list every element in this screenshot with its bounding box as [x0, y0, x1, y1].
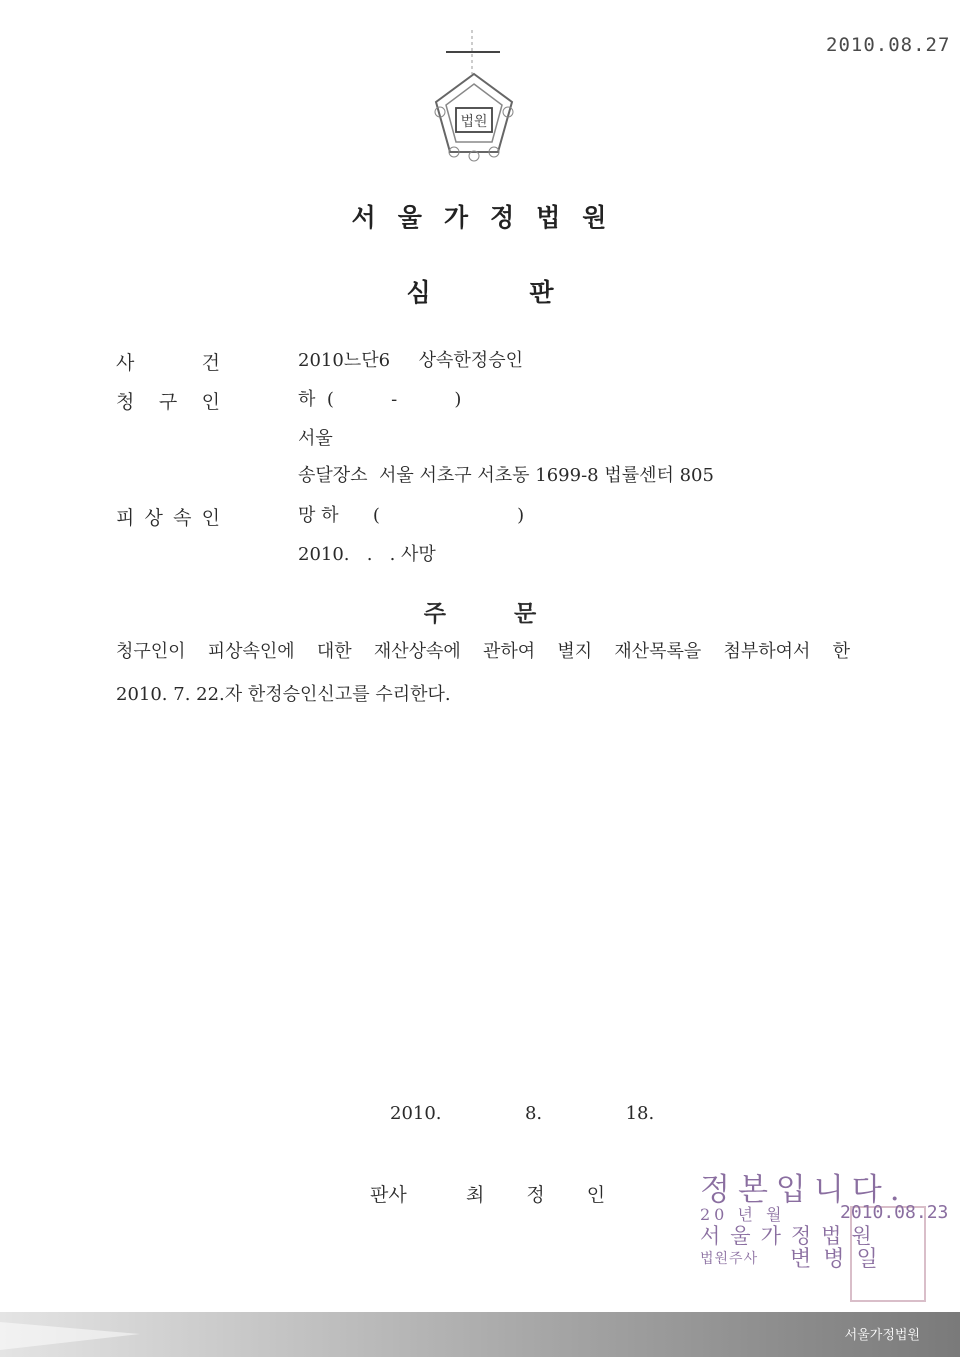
received-date-stamp: 2010.08.27 [826, 34, 951, 56]
footer-band [0, 1312, 960, 1357]
certification-court-name: 서울가정법원 [700, 1224, 882, 1248]
service-address: 송달장소 서울 서초구 서초동 1699-8 법률센터 805 [298, 465, 714, 486]
claimant-address: 서울 [298, 428, 333, 449]
certification-date-template: 20 년 월 [700, 1205, 786, 1224]
decision-date: 2010. 8. 18. [390, 1103, 655, 1124]
decedent-label: 피 상 속 인 [116, 507, 220, 529]
case-label-char-1: 사 [116, 352, 135, 374]
case-label-char-2: 건 [201, 352, 220, 374]
certified-copy-stamp [694, 1164, 949, 1314]
order-heading: 주 문 [423, 601, 537, 627]
claimant-label: 청 구 인 [116, 391, 220, 413]
svg-text:법원: 법원 [460, 114, 488, 130]
decedent-death: 2010. . . 사망 [298, 544, 436, 565]
court-name-title: 서울가정법원 [351, 203, 629, 232]
case-label [116, 348, 220, 375]
document-type-title: 심 판 [406, 278, 554, 307]
footer-court-name: 서울가정법원 [844, 1328, 920, 1343]
judge-title: 판사 [370, 1184, 407, 1206]
decedent-name: 망 하 ( ) [298, 505, 525, 526]
case-number: 2010느단6 상속한정승인 [298, 350, 523, 371]
claimant-name: 하 ( - ) [298, 389, 462, 410]
order-text-line-2: 2010. 7. 22.자 한정승인신고를 수리한다. [116, 684, 451, 705]
court-emblem-icon [424, 28, 524, 168]
certification-clerk-name: 변병일 [790, 1247, 890, 1272]
certification-clerk-title: 법원주사 [700, 1251, 759, 1267]
certified-copy-text: 정본입니다. [700, 1172, 908, 1208]
judge-name: 최 정 인 [466, 1184, 606, 1206]
order-text-line-1: 청구인이 피상속인에 대한 재산상속에 관하여 별지 재산목록을 첨부하여서 한 [116, 641, 850, 662]
certification-date-stamp: 2010.08.23 [840, 1202, 949, 1223]
